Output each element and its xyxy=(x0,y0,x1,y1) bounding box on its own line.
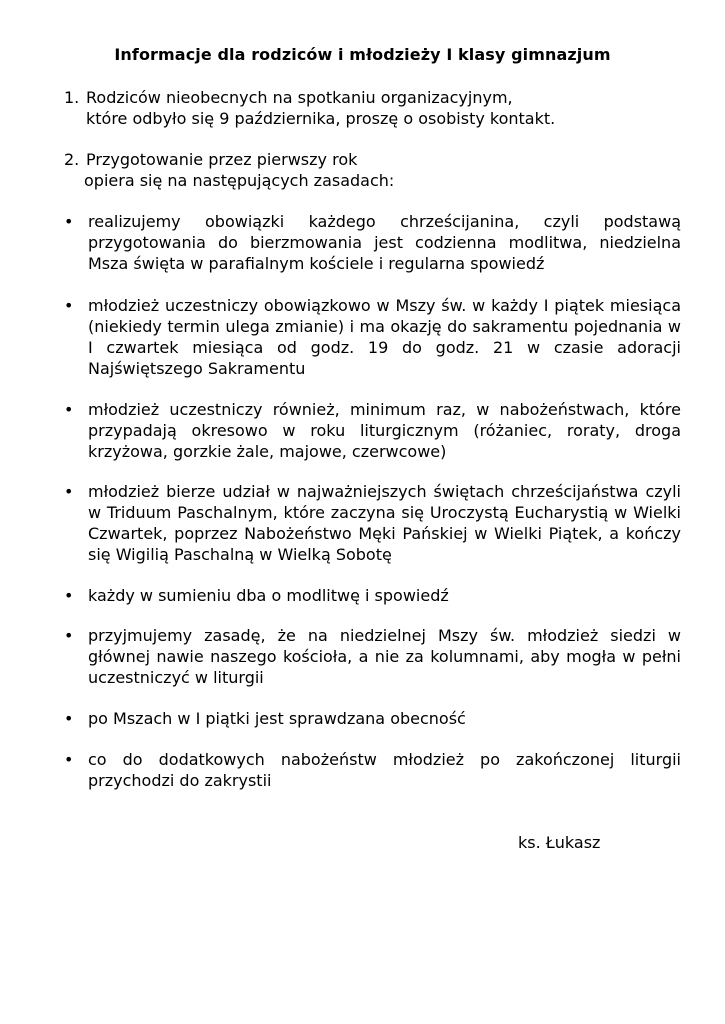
item-number: 2. xyxy=(64,150,80,169)
list-item xyxy=(64,585,681,606)
list-item-text: realizujemy obowiązki każdego chrześcijanina, czyli podstawą przygotowania do bierzmowania jest codzienna modlitwa, niedzielna Msza święta w parafialnym kościele i regularna spowiedź xyxy=(88,212,681,273)
bullet-icon: • xyxy=(64,400,74,419)
bullet-icon: • xyxy=(64,709,74,728)
numbered-item-1 xyxy=(64,87,555,129)
list-item xyxy=(64,708,681,729)
bullet-icon: • xyxy=(64,296,74,315)
bullet-icon: • xyxy=(64,750,74,769)
list-item-text: młodzież bierze udział w najważniejszych świętach chrześcijaństwa czyli w Triduum Paschalnym, które zaczyna się Uroczystą Eucharystią w Wielki Czwartek, poprzez Nabożeństwo Męki Pańskiej w Wielki Piątek, a kończy się Wigilią Paschalną w Wielką Sobotę xyxy=(88,482,681,564)
list-item-text: po Mszach w I piątki jest sprawdzana obecność xyxy=(88,709,466,728)
item-text-line: które odbyło się 9 października, proszę o osobisty kontakt. xyxy=(86,109,556,128)
list-item-text: przyjmujemy zasadę, że na niedzielnej Mszy św. młodzież siedzi w głównej nawie naszego kościoła, a nie za kolumnami, aby mogła w pełni uczestniczyć w liturgii xyxy=(88,626,681,687)
bullet-icon: • xyxy=(64,482,74,501)
item-text-line: Rodziców nieobecnych na spotkaniu organizacyjnym, xyxy=(86,88,513,107)
list-item xyxy=(64,211,681,274)
bullet-icon: • xyxy=(64,586,74,605)
list-item-text: młodzież uczestniczy również, minimum raz, w nabożeństwach, które przypadają okresowo w roku liturgicznym (różaniec, roraty, droga krzyżowa, gorzkie żale, majowe, czerwcowe) xyxy=(88,400,681,461)
list-item xyxy=(64,625,681,688)
numbered-item-2 xyxy=(64,149,394,191)
bullet-icon: • xyxy=(64,626,74,645)
list-item xyxy=(64,399,681,462)
list-item-text: co do dodatkowych nabożeństw młodzież po zakończonej liturgii przychodzi do zakrystii xyxy=(88,750,681,790)
bullet-icon: • xyxy=(64,212,74,231)
list-item xyxy=(64,749,681,791)
signature: ks. Łukasz xyxy=(518,833,601,852)
item-text-line: opiera się na następujących zasadach: xyxy=(84,171,395,190)
list-item-text: każdy w sumieniu dba o modlitwę i spowiedź xyxy=(88,586,449,605)
list-item xyxy=(64,295,681,379)
page-title: Informacje dla rodziców i młodzieży I klasy gimnazjum xyxy=(114,45,611,64)
item-number: 1. xyxy=(64,88,80,107)
list-item xyxy=(64,481,681,565)
list-item-text: młodzież uczestniczy obowiązkowo w Mszy św. w każdy I piątek miesiąca (niekiedy termin ulega zmianie) i ma okazję do sakramentu pojednania w I czwartek miesiąca od godz. 19 do godz. 21 w czasie adoracji Najświętszego Sakramentu xyxy=(88,296,681,378)
item-text-line: Przygotowanie przez pierwszy rok xyxy=(86,150,358,169)
